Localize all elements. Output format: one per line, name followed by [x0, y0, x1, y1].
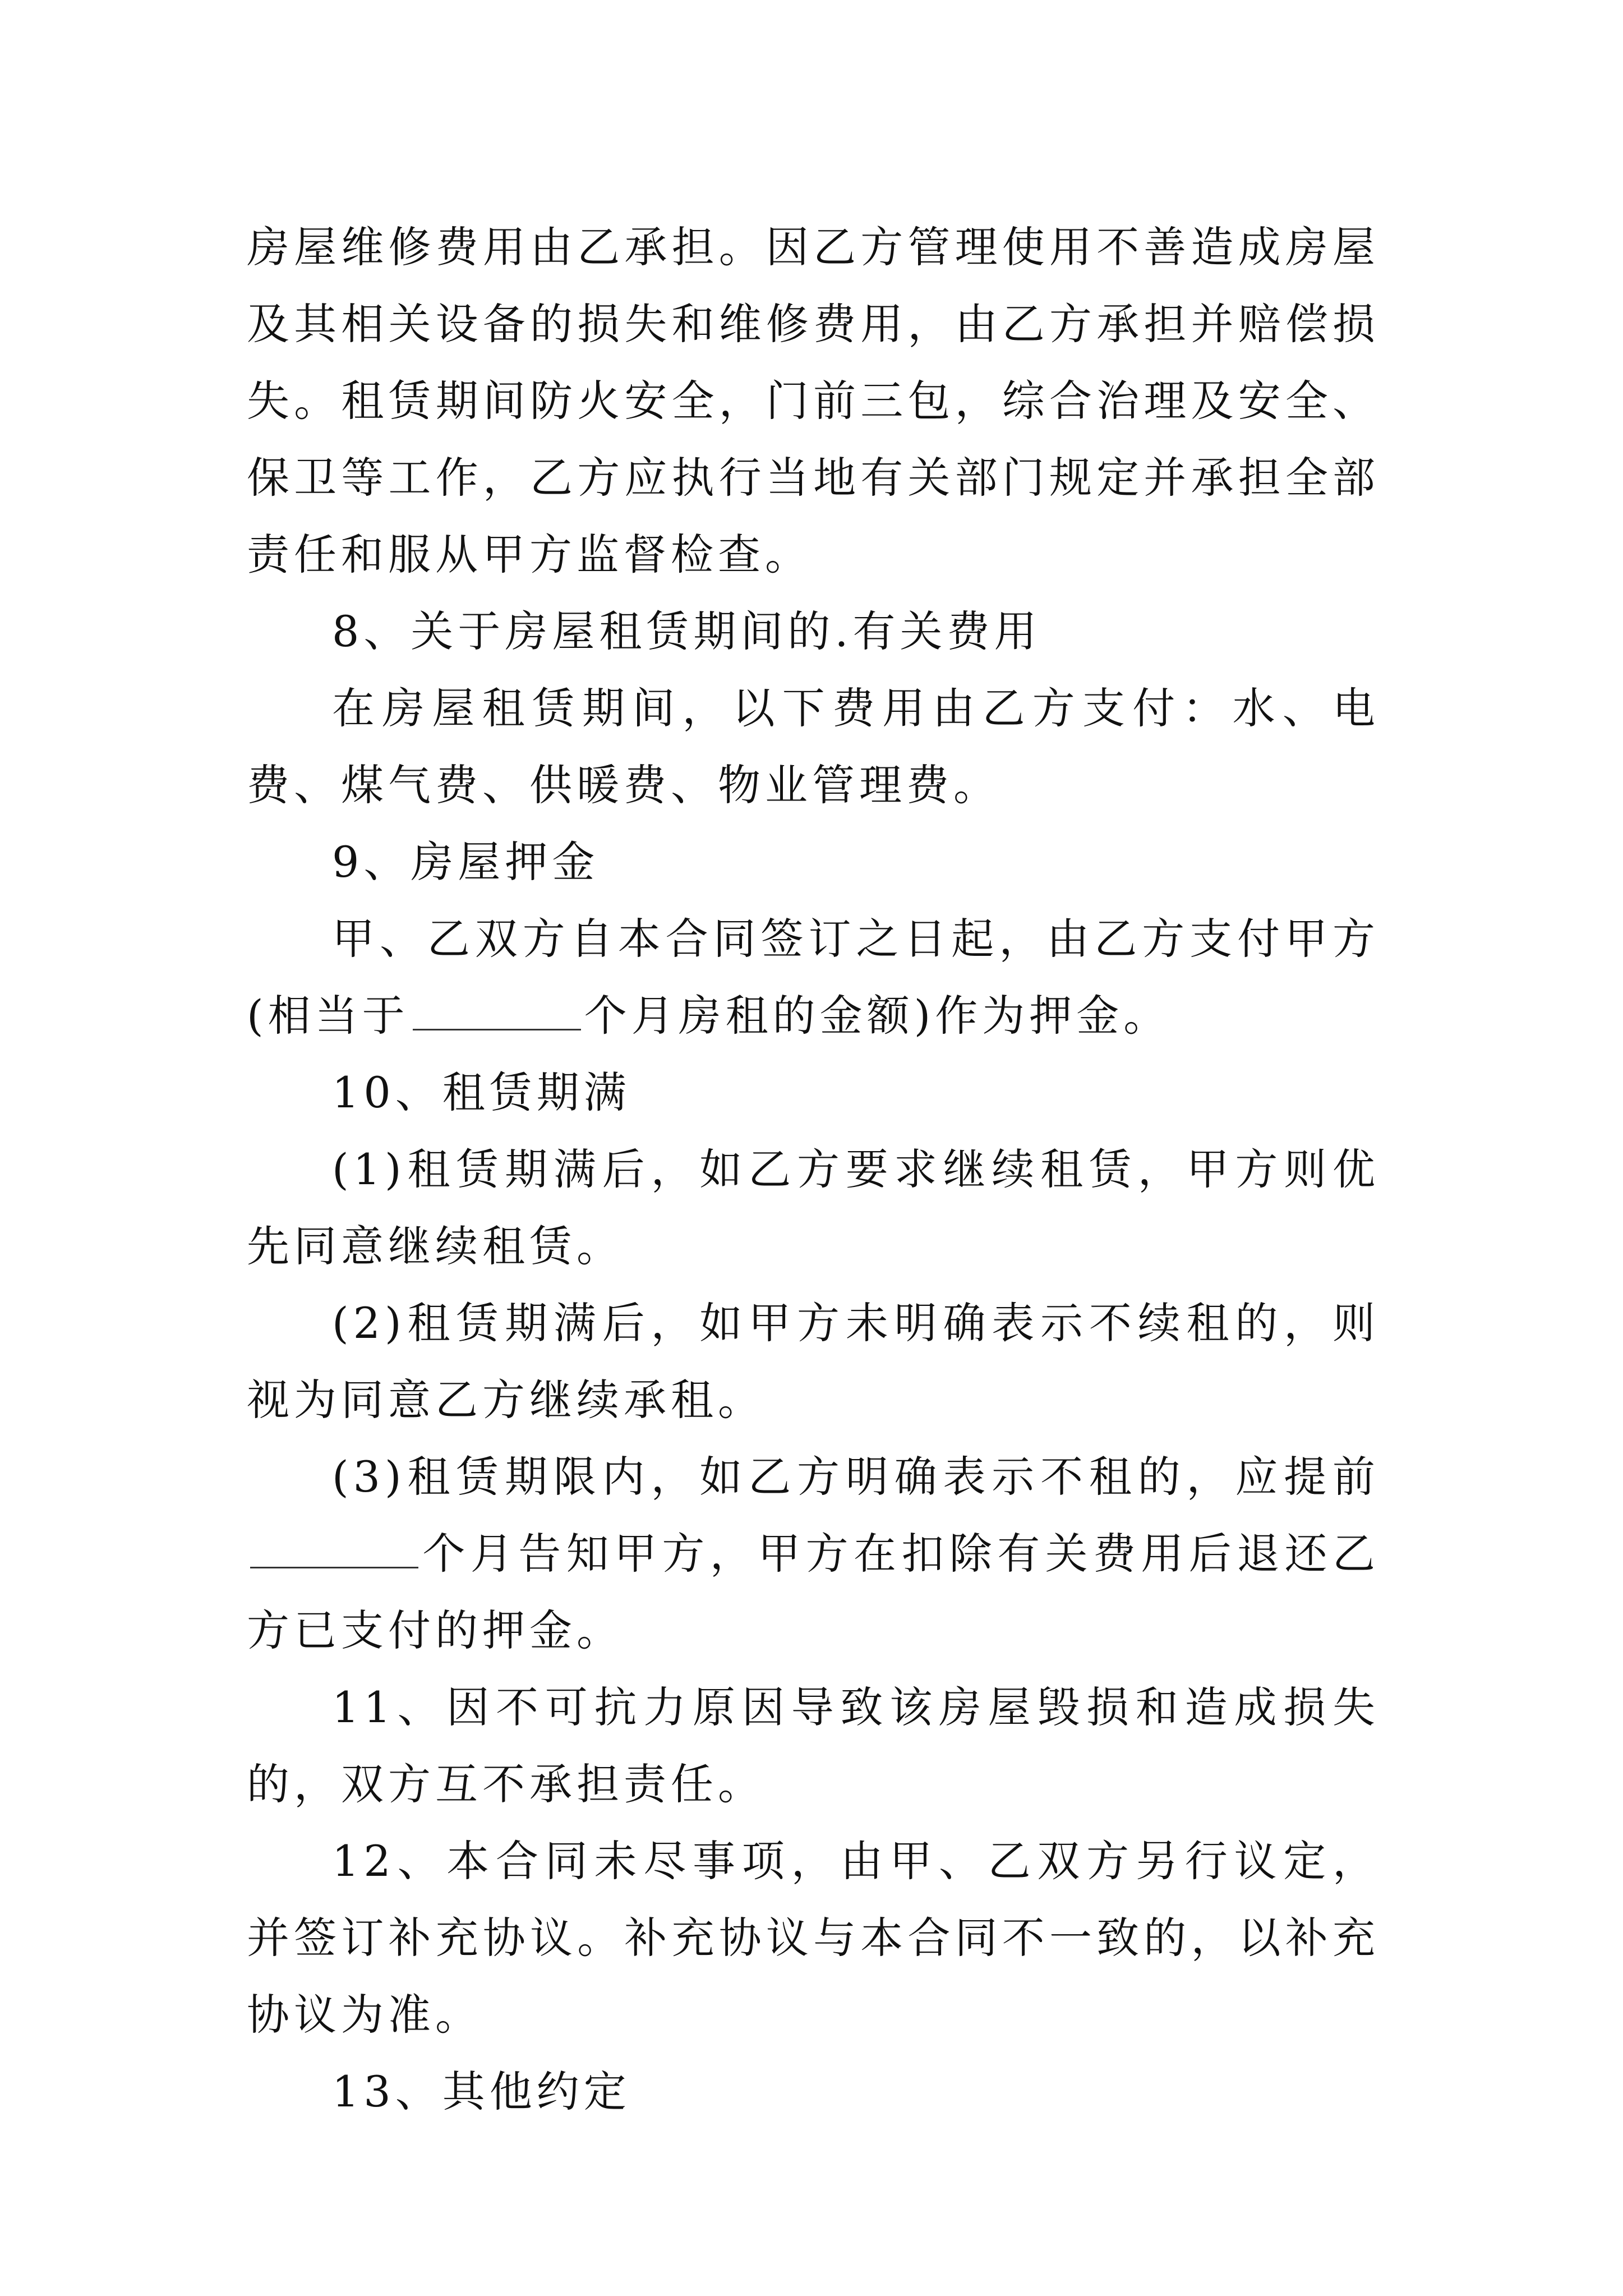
section-heading-13: 13、其他约定: [332, 2067, 631, 2116]
clause-10-3-part-1: (3)租赁期限内，如乙方明确表示不租的，应提前: [332, 1452, 1380, 1502]
paragraph-maintenance-costs: 房屋维修费用由乙承担。因乙方管理使用不善造成房屋及其相关设备的损失和维修费用，由乙方承担并赔偿损失。租赁期间防火安全，门前三包，综合治理及安全、保卫等工作，乙方应执行当地有关部门规定并承担全部责任和服从甲方监督检查。: [247, 222, 1380, 579]
clause-10-1: (1)租赁期满后，如乙方要求继续租赁，甲方则优先同意继续租赁。: [247, 1144, 1380, 1271]
blank-fill-line: [250, 1566, 418, 1568]
section-heading-8: 8、关于房屋租赁期间的.有关费用: [332, 606, 1041, 656]
section-heading-10: 10、租赁期满: [332, 1068, 631, 1117]
clause-10-2: (2)租赁期满后，如甲方未明确表示不续租的，则视为同意乙方继续承租。: [247, 1298, 1380, 1425]
paragraph-deposit-part-2: 个月房租的金额)作为押金。: [584, 991, 1171, 1041]
paragraph-deposit-part-1: 甲、乙双方自本合同签订之日起，由乙方支付甲方(相当于: [247, 914, 1380, 1041]
section-11-force-majeure: 11、因不可抗力原因导致该房屋毁损和造成损失的，双方互不承担责任。: [247, 1682, 1380, 1809]
clause-10-3: [247, 1438, 1380, 1669]
paragraph-rental-fees: 在房屋租赁期间，以下费用由乙方支付：水、电费、煤气费、供暖费、物业管理费。: [247, 683, 1380, 810]
paragraph-deposit: [247, 900, 1380, 1054]
clause-10-3-part-2: 个月告知甲方，甲方在扣除有关费用后退还乙方已支付的押金。: [247, 1529, 1380, 1655]
section-12-supplementary: 12、本合同未尽事项，由甲、乙双方另行议定，并签订补充协议。补充协议与本合同不一致的，以补充协议为准。: [247, 1836, 1380, 2040]
document-body: [247, 209, 1380, 2130]
blank-fill-line: [413, 1028, 581, 1030]
section-heading-9: 9、房屋押金: [332, 837, 600, 887]
